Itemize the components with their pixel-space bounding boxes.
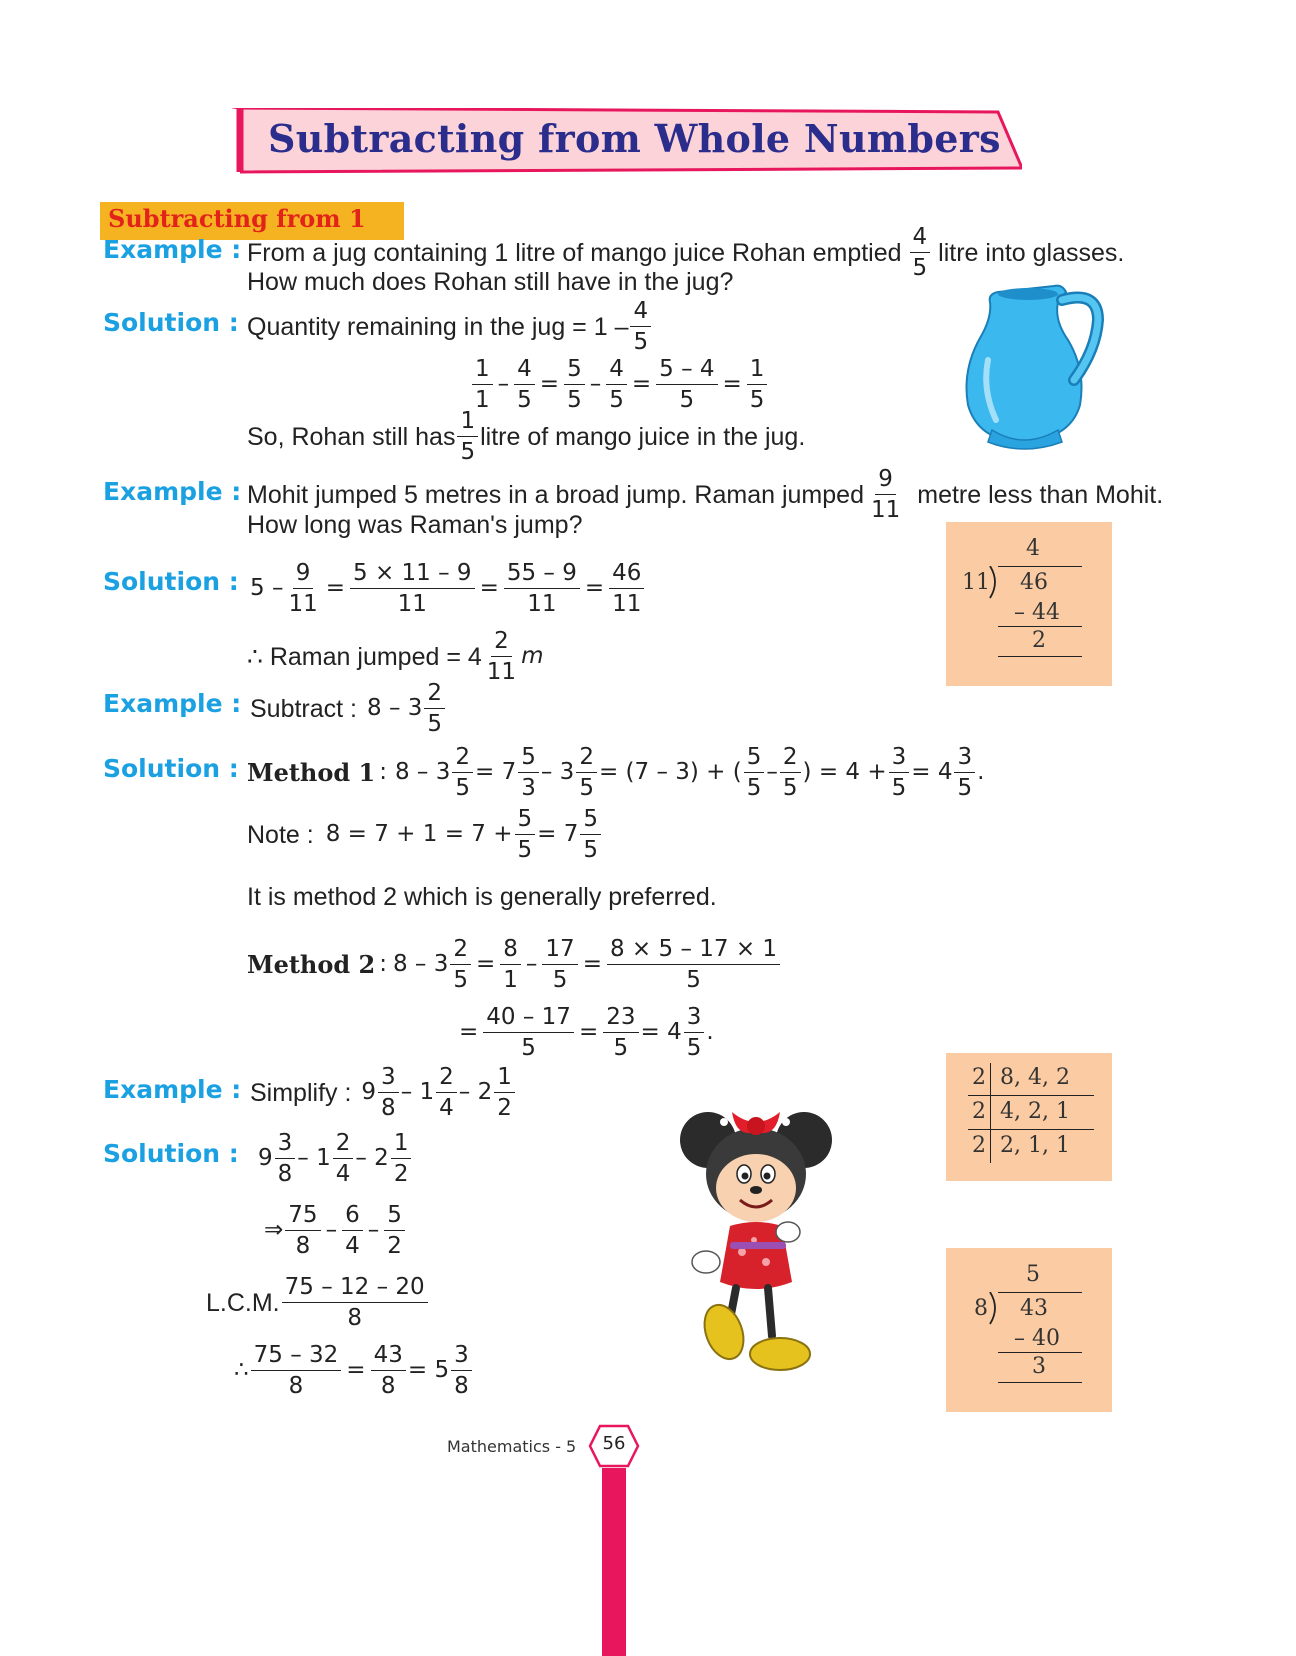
fraction: $\frac{9}{11}$	[288, 560, 318, 617]
fraction: 2 5	[780, 744, 801, 801]
fraction: 3 5	[954, 744, 975, 801]
ex4-lcm: L.C.M. 75 – 12 – 20 8	[206, 1274, 430, 1331]
fraction: 1 2	[494, 1064, 515, 1121]
fraction: $\frac{2}{5}$	[576, 744, 597, 801]
ex2-question-line1: Mohit jumped 5 metres in a broad jump. Raman jumped 9 11 metre less than Mohit.	[247, 466, 1164, 523]
title-banner	[232, 108, 1022, 176]
fraction: 2 4	[436, 1064, 457, 1121]
ex3-preferred-note: It is method 2 which is generally preferred.	[247, 883, 717, 911]
fraction: 9 11	[870, 466, 901, 523]
fraction: 75 – 12 – 20 8	[282, 1274, 428, 1331]
solution-label: Solution :	[103, 567, 239, 596]
example-label: Example :	[103, 477, 242, 506]
ex4-step2: ⇒ 75 8 – 6 4 – 5 2	[264, 1202, 407, 1259]
fraction: 4 5	[910, 224, 931, 281]
ex2-steps: 5 – $\frac{9}{11}$ = $\frac{5 \times 11 - 9}{11}$ = $\frac{55 - 9}{11}$ = $\frac{46}{11}$	[250, 560, 646, 617]
fraction: $\frac{40 - 17}{5}$	[483, 1004, 574, 1061]
solution-label: Solution :	[103, 1139, 239, 1168]
page-title: Subtracting from Whole Numbers	[268, 116, 1001, 161]
fraction: 5 5	[580, 806, 601, 863]
fraction: $\frac{8 \times 5 - 17 \times 1}{5}$	[607, 936, 780, 993]
page-number: 56	[602, 1433, 626, 1454]
division-box-43-by-8: 5 8 43 – 40 3	[946, 1248, 1112, 1412]
ex3-question: Subtract : 8 – 3 2 5	[250, 680, 447, 737]
example-label: Example :	[103, 1075, 242, 1104]
fraction: 2 4	[333, 1130, 354, 1187]
fraction: $\frac{3}{5}$	[889, 744, 910, 801]
ex1-solution: Quantity remaining in the jug = 1 – 4 5	[247, 298, 653, 355]
ex3-note: Note : 8 = 7 + 1 = 7 + $\frac{5}{5}$ = 7 5 5	[247, 806, 603, 863]
ex1-question-line2: How much does Rohan still have in the jug?	[247, 268, 734, 296]
ex1-question-line1: From a jug containing 1 litre of mango juice Rohan emptied 4 5 litre into glasses.	[247, 224, 1125, 281]
ex3-method1: Method 1 : 8 – 3 $\frac{2}{5}$ = 7 5 3 – 3 $\frac{2}{5}$ = (7 – 3) + ( 5 5 – 2 5 ) = 4 + $\frac{3}{5}$ = 4 3 5 .	[247, 744, 985, 801]
solution-label: Solution :	[103, 308, 239, 337]
fraction: $\frac{2}{5}$	[452, 744, 473, 801]
fraction: 5 5	[744, 744, 765, 801]
fraction: 5 3	[518, 744, 539, 801]
footer-subject: Mathematics - 5	[447, 1437, 577, 1456]
fraction: 75 8	[285, 1202, 320, 1259]
division-box-46-by-11: 4 11 46 – 44 2	[946, 522, 1112, 686]
fraction: $\frac{5}{5}$	[564, 356, 585, 413]
fraction: 3 5	[684, 1004, 705, 1061]
ex2-question-line2: How long was Raman's jump?	[247, 511, 583, 539]
example-label: Example :	[103, 235, 242, 264]
method-1-label: Method 1	[247, 757, 376, 787]
example-label: Example :	[103, 689, 242, 718]
fraction: $\frac{4}{5}$	[514, 356, 535, 413]
fraction: $\frac{46}{11}$	[609, 560, 644, 617]
fraction: 2 11	[486, 628, 517, 685]
page-edge-bar	[602, 1468, 626, 1656]
method-2-label: Method 2	[247, 949, 376, 979]
fraction: 6 4	[342, 1202, 363, 1259]
fraction: 4 5	[630, 298, 651, 355]
ex3-method2: Method 2 : 8 – 3 $\frac{2}{5}$ = $\frac{8}{1}$ – $\frac{17}{5}$ = $\frac{8 \times 5 - 17 \times 1}{5}$	[247, 936, 782, 993]
lcm-table-box: 2 8, 4, 2 2 4, 2, 1 2 2, 1, 1	[946, 1053, 1112, 1181]
fraction: 1 5	[457, 408, 478, 465]
ex4-question: Simplify : 9 3 8 – 1 2 4 – 2 1 2	[250, 1064, 517, 1121]
fraction: $\frac{1}{5}$	[747, 356, 768, 413]
ex2-result: ∴ Raman jumped = 4 2 11 m	[247, 628, 544, 685]
jug-illustration	[958, 280, 1108, 450]
cartoon-mouse-illustration	[676, 1092, 836, 1382]
fraction: $\frac{55 - 9}{11}$	[504, 560, 580, 617]
fraction: $\frac{2}{5}$	[450, 936, 471, 993]
fraction: $\frac{5 - 4}{5}$	[656, 356, 717, 413]
ex3-method2-cont: = $\frac{40 - 17}{5}$ = $\frac{23}{5}$ = 4 3 5 .	[459, 1004, 714, 1061]
ex1-conclusion: So, Rohan still has 1 5 litre of mango juice in the jug.	[247, 408, 806, 465]
fraction: $\frac{4}{5}$	[606, 356, 627, 413]
ex4-final: ∴ $\frac{75 - 32}{8}$ = $\frac{43}{8}$ = 5 3 8	[234, 1342, 474, 1399]
fraction: $\frac{8}{1}$	[500, 936, 521, 993]
fraction: 3 8	[275, 1130, 296, 1187]
fraction: 1 2	[391, 1130, 412, 1187]
fraction: $\frac{75 - 32}{8}$	[251, 1342, 342, 1399]
solution-label: Solution :	[103, 754, 239, 783]
fraction: 1 1	[472, 356, 493, 413]
fraction: $\frac{23}{5}$	[603, 1004, 638, 1061]
fraction: 2 5	[424, 680, 445, 737]
ex1-steps: 1 1 – $\frac{4}{5}$ = $\frac{5}{5}$ – $\frac{4}{5}$ = $\frac{5 - 4}{5}$ = $\frac{1}{5}$	[470, 356, 769, 413]
fraction: 3 8	[451, 1342, 472, 1399]
fraction: 5 2	[384, 1202, 405, 1259]
fraction: $\frac{43}{8}$	[371, 1342, 406, 1399]
fraction: $\frac{5 \times 11 - 9}{11}$	[350, 560, 475, 617]
fraction: $\frac{17}{5}$	[542, 936, 577, 993]
ex4-step1: 9 3 8 – 1 2 4 – 2 1 2	[258, 1130, 413, 1187]
section-title: Subtracting from 1	[108, 204, 366, 233]
fraction: $\frac{5}{5}$	[515, 806, 536, 863]
fraction: 3 8	[378, 1064, 399, 1121]
